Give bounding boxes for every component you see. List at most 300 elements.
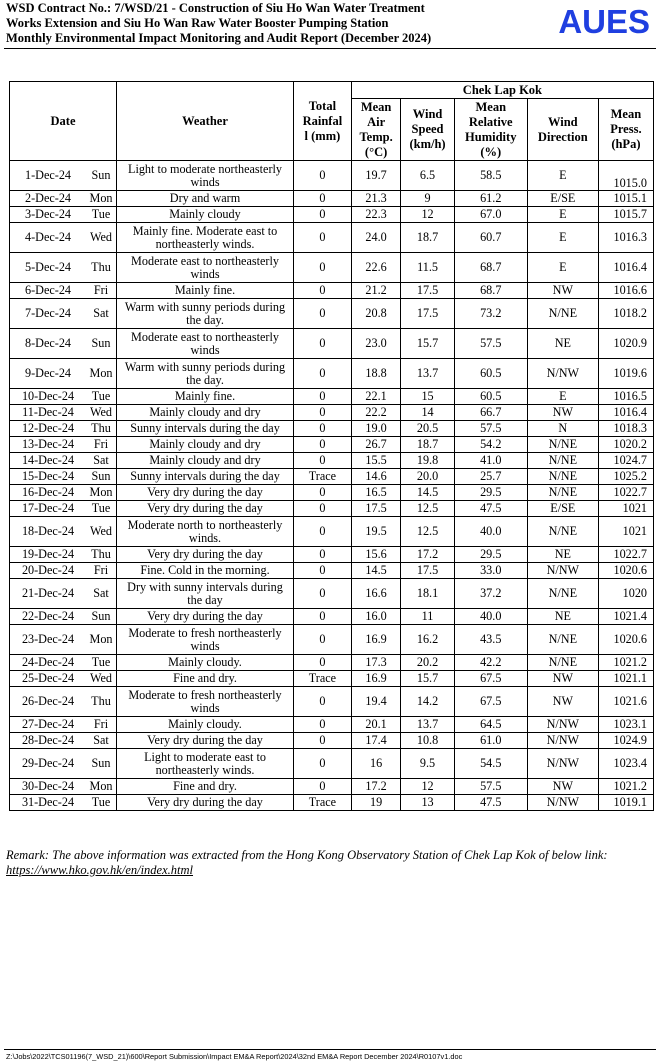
date-cell: 22-Dec-24 [10, 609, 87, 625]
table-row [10, 563, 654, 579]
weather-line: Very dry during the day [147, 501, 263, 515]
temp-cell: 26.7 [351, 437, 401, 453]
table-row [10, 779, 654, 795]
wind-speed-cell: 17.5 [401, 299, 454, 329]
temp-cell: 14.5 [351, 563, 401, 579]
wind-speed-cell: 17.2 [401, 547, 454, 563]
weather-line: winds [190, 342, 220, 357]
rainfall-cell: 0 [294, 687, 352, 717]
weather-line: Moderate to fresh northeasterly [128, 687, 282, 702]
temp-cell: 18.8 [351, 359, 401, 389]
wind-speed-cell: 15.7 [401, 671, 454, 687]
pressure-cell: 1025.2 [598, 469, 653, 485]
remark-text: Remark: The above information was extracted from the Hong Kong Observatory Station of Chek Lap Kok of below link: [6, 848, 608, 862]
weather-line: Moderate east to northeasterly [131, 253, 279, 268]
weather-line: Fine and dry. [173, 779, 237, 793]
rainfall-cell: 0 [294, 223, 352, 253]
col-pressure: Mean Press. (hPa) [598, 99, 653, 161]
date-cell: 19-Dec-24 [10, 547, 87, 563]
temp-cell: 20.8 [351, 299, 401, 329]
pressure-cell: 1021.2 [598, 655, 653, 671]
weekday-cell: Sun [86, 161, 117, 191]
temp-cell: 22.6 [351, 253, 401, 283]
weekday-cell: Sat [86, 453, 117, 469]
weather-cell [117, 191, 294, 207]
weekday-cell: Sun [86, 609, 117, 625]
weather-line: northeasterly winds. [155, 762, 255, 777]
humidity-cell: 60.5 [454, 389, 527, 405]
wind-speed-cell: 6.5 [401, 161, 454, 191]
weather-table [9, 81, 654, 811]
col-weather: Weather [117, 82, 294, 161]
weekday-cell: Thu [86, 687, 117, 717]
col-temp: Mean Air Temp. (°C) [351, 99, 401, 161]
date-cell: 30-Dec-24 [10, 779, 87, 795]
date-cell: 2-Dec-24 [10, 191, 87, 207]
weekday-cell: Thu [86, 421, 117, 437]
rainfall-cell: 0 [294, 329, 352, 359]
humidity-cell: 67.5 [454, 687, 527, 717]
weekday-cell: Tue [86, 207, 117, 223]
rainfall-cell: 0 [294, 733, 352, 749]
weather-cell [117, 485, 294, 501]
wind-direction-cell: N/NW [527, 733, 598, 749]
table-row [10, 501, 654, 517]
pressure-cell: 1020.6 [598, 563, 653, 579]
rainfall-cell: Trace [294, 671, 352, 687]
weather-line: Very dry during the day [147, 485, 263, 499]
temp-cell: 16.9 [351, 625, 401, 655]
temp-cell: 22.2 [351, 405, 401, 421]
table-row [10, 299, 654, 329]
weather-cell [117, 655, 294, 671]
humidity-cell: 40.0 [454, 609, 527, 625]
pressure-cell: 1021.4 [598, 609, 653, 625]
rainfall-cell: 0 [294, 625, 352, 655]
weekday-cell: Wed [86, 517, 117, 547]
pressure-cell: 1023.4 [598, 749, 653, 779]
date-cell: 10-Dec-24 [10, 389, 87, 405]
date-cell: 13-Dec-24 [10, 437, 87, 453]
pressure-cell: 1021.2 [598, 779, 653, 795]
weather-line: Mainly cloudy and dry [149, 437, 261, 451]
humidity-cell: 47.5 [454, 501, 527, 517]
table-row [10, 207, 654, 223]
wind-speed-cell: 20.5 [401, 421, 454, 437]
rainfall-cell: 0 [294, 421, 352, 437]
table-row [10, 405, 654, 421]
wind-direction-cell: N/NE [527, 579, 598, 609]
hko-link[interactable]: https://www.hko.gov.hk/en/index.html [6, 863, 194, 877]
pressure-cell: 1020.2 [598, 437, 653, 453]
wind-direction-cell: N/NW [527, 749, 598, 779]
weather-line: Mainly fine. [174, 283, 236, 297]
pressure-cell: 1016.6 [598, 283, 653, 299]
wind-direction-cell: NW [527, 779, 598, 795]
humidity-cell: 64.5 [454, 717, 527, 733]
remark [6, 848, 658, 878]
humidity-cell: 57.5 [454, 421, 527, 437]
date-cell: 16-Dec-24 [10, 485, 87, 501]
weather-cell [117, 547, 294, 563]
wind-direction-cell: NE [527, 547, 598, 563]
footer-path: Z:\Jobs\2022\TCS01196(7_WSD_21)\600\Report Submission\Impact EM&A Report\2024\32nd EM&A Report December 2024\R0107v1.doc [6, 1052, 463, 1061]
wind-direction-cell: E [527, 389, 598, 405]
wind-direction-cell: N [527, 421, 598, 437]
weather-line: Very dry during the day [147, 609, 263, 623]
date-cell: 6-Dec-24 [10, 283, 87, 299]
temp-cell: 24.0 [351, 223, 401, 253]
rainfall-cell: 0 [294, 405, 352, 421]
pressure-cell: 1015.0 [598, 161, 653, 191]
weekday-cell: Fri [86, 283, 117, 299]
weather-cell [117, 671, 294, 687]
table-row [10, 283, 654, 299]
pressure-cell: 1015.7 [598, 207, 653, 223]
weather-line: Mainly cloudy [169, 207, 241, 221]
rainfall-cell: 0 [294, 563, 352, 579]
table-row [10, 749, 654, 779]
date-cell: 7-Dec-24 [10, 299, 87, 329]
table-row [10, 517, 654, 547]
rainfall-cell: 0 [294, 517, 352, 547]
weekday-cell: Tue [86, 795, 117, 811]
wind-direction-cell: NW [527, 283, 598, 299]
wind-direction-cell: N/NE [527, 625, 598, 655]
humidity-cell: 68.7 [454, 253, 527, 283]
temp-cell: 19.4 [351, 687, 401, 717]
weekday-cell: Sun [86, 329, 117, 359]
pressure-cell: 1018.2 [598, 299, 653, 329]
col-humidity: Mean Relative Humidity (%) [454, 99, 527, 161]
pressure-cell: 1020 [598, 579, 653, 609]
wind-speed-cell: 12 [401, 207, 454, 223]
table-row [10, 469, 654, 485]
date-cell: 14-Dec-24 [10, 453, 87, 469]
station-header: Chek Lap Kok [351, 82, 653, 99]
humidity-cell: 58.5 [454, 161, 527, 191]
weather-line: Mainly fine. [174, 389, 236, 403]
temp-cell: 19.7 [351, 161, 401, 191]
weekday-cell: Mon [86, 779, 117, 795]
col-wind-direction: Wind Direction [527, 99, 598, 161]
wind-speed-cell: 12.5 [401, 517, 454, 547]
temp-cell: 16.9 [351, 671, 401, 687]
humidity-cell: 61.2 [454, 191, 527, 207]
wind-direction-cell: N/NE [527, 517, 598, 547]
wind-direction-cell: E [527, 223, 598, 253]
table-row [10, 453, 654, 469]
table-row [10, 671, 654, 687]
temp-cell: 21.2 [351, 283, 401, 299]
table-row [10, 655, 654, 671]
wind-direction-cell: E [527, 253, 598, 283]
date-cell: 28-Dec-24 [10, 733, 87, 749]
weather-cell [117, 749, 294, 779]
pressure-cell: 1016.4 [598, 405, 653, 421]
weather-line: the day. [186, 312, 224, 327]
date-cell: 1-Dec-24 [10, 161, 87, 191]
weather-line: Fine and dry. [173, 671, 237, 685]
humidity-cell: 37.2 [454, 579, 527, 609]
rainfall-cell: 0 [294, 547, 352, 563]
rainfall-cell: 0 [294, 437, 352, 453]
date-cell: 26-Dec-24 [10, 687, 87, 717]
rainfall-cell: 0 [294, 749, 352, 779]
table-row [10, 485, 654, 501]
wind-speed-cell: 12 [401, 779, 454, 795]
temp-cell: 20.1 [351, 717, 401, 733]
date-cell: 8-Dec-24 [10, 329, 87, 359]
weather-cell [117, 421, 294, 437]
humidity-cell: 29.5 [454, 485, 527, 501]
wind-direction-cell: E/SE [527, 501, 598, 517]
table-row [10, 579, 654, 609]
wind-direction-cell: NE [527, 609, 598, 625]
pressure-cell: 1024.7 [598, 453, 653, 469]
weekday-cell: Tue [86, 389, 117, 405]
wind-direction-cell: NW [527, 671, 598, 687]
weekday-cell: Mon [86, 359, 117, 389]
wind-direction-cell: N/NE [527, 437, 598, 453]
weather-line: Warm with sunny periods during [124, 359, 286, 374]
pressure-cell: 1015.1 [598, 191, 653, 207]
rainfall-cell: 0 [294, 359, 352, 389]
weather-cell [117, 389, 294, 405]
weekday-cell: Sat [86, 299, 117, 329]
pressure-cell: 1022.7 [598, 485, 653, 501]
wind-speed-cell: 12.5 [401, 501, 454, 517]
humidity-cell: 54.5 [454, 749, 527, 779]
weather-line: Sunny intervals during the day [130, 421, 280, 435]
weekday-cell: Mon [86, 191, 117, 207]
weekday-cell: Wed [86, 671, 117, 687]
pressure-cell: 1022.7 [598, 547, 653, 563]
report-header [6, 1, 654, 47]
table-row [10, 359, 654, 389]
col-wind-speed: Wind Speed (km/h) [401, 99, 454, 161]
pressure-cell: 1020.9 [598, 329, 653, 359]
weather-line: Warm with sunny periods during [124, 299, 286, 314]
weather-line: Light to moderate northeasterly [128, 161, 282, 176]
humidity-cell: 68.7 [454, 283, 527, 299]
weather-line: winds [190, 174, 220, 189]
weather-cell [117, 437, 294, 453]
table-row [10, 329, 654, 359]
pressure-cell: 1018.3 [598, 421, 653, 437]
date-cell: 17-Dec-24 [10, 501, 87, 517]
wind-direction-cell: N/NE [527, 299, 598, 329]
weather-line: Dry and warm [169, 191, 241, 205]
temp-cell: 14.6 [351, 469, 401, 485]
weather-cell [117, 579, 294, 609]
weekday-cell: Mon [86, 625, 117, 655]
temp-cell: 22.3 [351, 207, 401, 223]
humidity-cell: 43.5 [454, 625, 527, 655]
rainfall-cell: 0 [294, 191, 352, 207]
wind-speed-cell: 11.5 [401, 253, 454, 283]
humidity-cell: 67.0 [454, 207, 527, 223]
humidity-cell: 29.5 [454, 547, 527, 563]
weather-line: northeasterly winds. [155, 236, 255, 251]
humidity-cell: 40.0 [454, 517, 527, 547]
table-row [10, 625, 654, 655]
wind-direction-cell: N/NE [527, 485, 598, 501]
col-rainfall: Total Rainfal l (mm) [294, 82, 352, 161]
humidity-cell: 57.5 [454, 329, 527, 359]
weather-line: winds [190, 700, 220, 715]
rainfall-cell: 0 [294, 609, 352, 625]
weather-line: winds [190, 638, 220, 653]
wind-speed-cell: 10.8 [401, 733, 454, 749]
header-divider [4, 48, 656, 49]
wind-speed-cell: 13.7 [401, 359, 454, 389]
aues-logo: AUES [558, 3, 650, 40]
temp-cell: 16 [351, 749, 401, 779]
wind-direction-cell: NW [527, 405, 598, 421]
weekday-cell: Fri [86, 563, 117, 579]
date-cell: 20-Dec-24 [10, 563, 87, 579]
wind-direction-cell: E/SE [527, 191, 598, 207]
date-cell: 9-Dec-24 [10, 359, 87, 389]
date-cell: 15-Dec-24 [10, 469, 87, 485]
pressure-cell: 1019.6 [598, 359, 653, 389]
humidity-cell: 47.5 [454, 795, 527, 811]
pressure-cell: 1023.1 [598, 717, 653, 733]
date-cell: 25-Dec-24 [10, 671, 87, 687]
temp-cell: 21.3 [351, 191, 401, 207]
date-cell: 31-Dec-24 [10, 795, 87, 811]
humidity-cell: 61.0 [454, 733, 527, 749]
weekday-cell: Sat [86, 579, 117, 609]
weather-line: Mainly cloudy. [168, 655, 242, 669]
wind-direction-cell: N/NE [527, 469, 598, 485]
weekday-cell: Thu [86, 253, 117, 283]
date-cell: 12-Dec-24 [10, 421, 87, 437]
pressure-cell: 1016.4 [598, 253, 653, 283]
weather-line: Sunny intervals during the day [130, 469, 280, 483]
weekday-cell: Sun [86, 749, 117, 779]
temp-cell: 17.3 [351, 655, 401, 671]
temp-cell: 15.6 [351, 547, 401, 563]
table-row [10, 437, 654, 453]
table-row [10, 253, 654, 283]
weather-line: Very dry during the day [147, 795, 263, 809]
wind-speed-cell: 17.5 [401, 283, 454, 299]
weather-cell [117, 223, 294, 253]
weather-line: Fine. Cold in the morning. [140, 563, 270, 577]
weekday-cell: Tue [86, 501, 117, 517]
humidity-cell: 25.7 [454, 469, 527, 485]
col-date: Date [10, 82, 117, 161]
weather-line: Mainly fine. Moderate east to [132, 223, 278, 238]
wind-direction-cell: N/NW [527, 359, 598, 389]
wind-speed-cell: 16.2 [401, 625, 454, 655]
rainfall-cell: Trace [294, 469, 352, 485]
humidity-cell: 60.7 [454, 223, 527, 253]
wind-direction-cell: E [527, 207, 598, 223]
weekday-cell: Wed [86, 405, 117, 421]
wind-speed-cell: 15.7 [401, 329, 454, 359]
wind-direction-cell: N/NE [527, 655, 598, 671]
temp-cell: 17.4 [351, 733, 401, 749]
table-row [10, 421, 654, 437]
rainfall-cell: 0 [294, 283, 352, 299]
table-row [10, 161, 654, 191]
pressure-cell: 1021 [598, 517, 653, 547]
weather-cell [117, 283, 294, 299]
wind-direction-cell: N/NW [527, 795, 598, 811]
wind-speed-cell: 18.7 [401, 437, 454, 453]
footer-divider [4, 1049, 656, 1050]
pressure-cell: 1016.5 [598, 389, 653, 405]
weekday-cell: Fri [86, 717, 117, 733]
weather-line: Mainly cloudy. [168, 717, 242, 731]
wind-speed-cell: 9.5 [401, 749, 454, 779]
weather-cell [117, 469, 294, 485]
weekday-cell: Sat [86, 733, 117, 749]
weather-cell [117, 405, 294, 421]
rainfall-cell: 0 [294, 389, 352, 405]
weather-table-body [10, 161, 654, 811]
table-row [10, 191, 654, 207]
date-cell: 21-Dec-24 [10, 579, 87, 609]
rainfall-cell: 0 [294, 453, 352, 469]
weather-line: Very dry during the day [147, 547, 263, 561]
weather-cell [117, 779, 294, 795]
weather-cell [117, 501, 294, 517]
table-row [10, 223, 654, 253]
humidity-cell: 60.5 [454, 359, 527, 389]
wind-direction-cell: N/NW [527, 717, 598, 733]
weather-cell [117, 329, 294, 359]
weekday-cell: Thu [86, 547, 117, 563]
weather-line: winds. [188, 530, 222, 545]
wind-speed-cell: 20.0 [401, 469, 454, 485]
weekday-cell: Mon [86, 485, 117, 501]
weather-line: Mainly cloudy and dry [149, 405, 261, 419]
table-row [10, 389, 654, 405]
wind-direction-cell: NW [527, 687, 598, 717]
weather-cell [117, 517, 294, 547]
weather-cell [117, 733, 294, 749]
weather-line: Moderate to fresh northeasterly [128, 625, 282, 640]
humidity-cell: 57.5 [454, 779, 527, 795]
rainfall-cell: 0 [294, 717, 352, 733]
temp-cell: 16.6 [351, 579, 401, 609]
pressure-cell: 1021.1 [598, 671, 653, 687]
weekday-cell: Wed [86, 223, 117, 253]
weather-cell [117, 625, 294, 655]
humidity-cell: 33.0 [454, 563, 527, 579]
wind-speed-cell: 9 [401, 191, 454, 207]
humidity-cell: 67.5 [454, 671, 527, 687]
rainfall-cell: 0 [294, 779, 352, 795]
rainfall-cell: Trace [294, 795, 352, 811]
pressure-cell: 1019.1 [598, 795, 653, 811]
pressure-cell: 1016.3 [598, 223, 653, 253]
humidity-cell: 73.2 [454, 299, 527, 329]
weather-cell [117, 253, 294, 283]
temp-cell: 23.0 [351, 329, 401, 359]
date-cell: 29-Dec-24 [10, 749, 87, 779]
weather-cell [117, 687, 294, 717]
table-row [10, 717, 654, 733]
weather-line: winds [190, 266, 220, 281]
weekday-cell: Tue [86, 655, 117, 671]
weather-cell [117, 207, 294, 223]
pressure-cell: 1024.9 [598, 733, 653, 749]
